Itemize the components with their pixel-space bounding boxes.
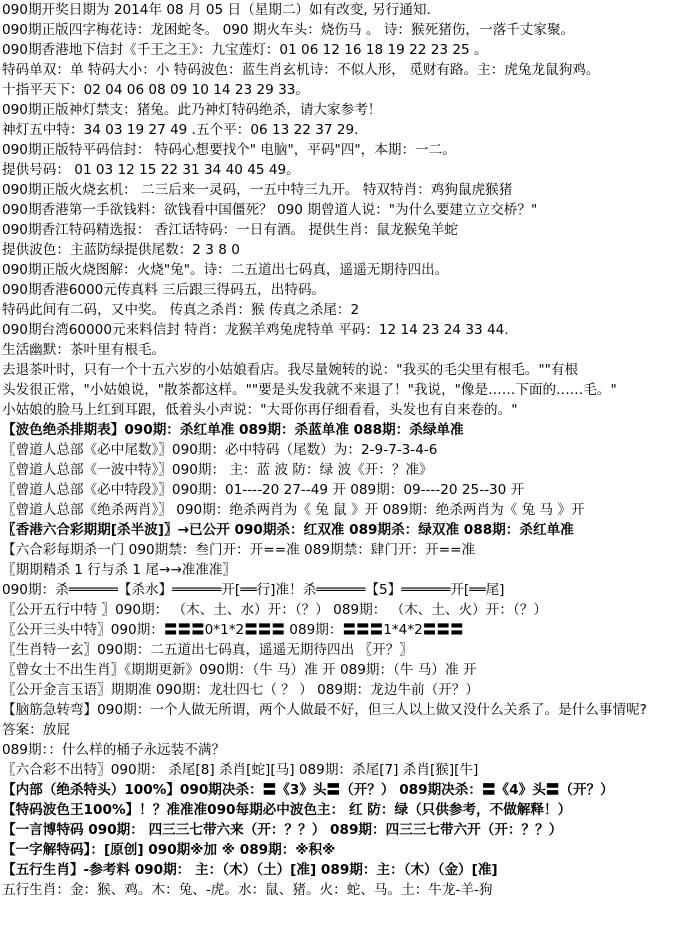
kill-row-tail-line: 090期：杀══════【杀水】══════开[══行]准！杀══════【5】══════开[══尾]: [2, 582, 505, 598]
taiwan-envelope-line: 090期台湾60000元来料信封 特肖：龙猴羊鸡兔虎特单 平码：12 14 23 24 33 44.: [2, 322, 509, 338]
zeng-one-wave-line: 〖曾道人总部《一波中特》〗090期： 主：蓝 波 防：绿 波《开：？准》: [2, 462, 433, 478]
riddle-answer-line: 答案：放屁: [2, 722, 70, 738]
wave-color-tail-line: 提供波色：主蓝防绿提供尾数：2 3 8 0: [2, 242, 240, 258]
hk-underground-envelope-line: 090期香港地下信封《千王之王》：九宝莲灯：01 06 12 16 18 19 22 23 25 。: [2, 42, 488, 58]
zeng-tail-numbers-line: 〖曾道人总部《必中尾数》〗090期：必中特码（尾数）为：2-9-7-3-4-6: [2, 442, 438, 458]
kill-one-door-line: 【六合彩每期杀一门 090期禁：叁门开：开==准 089期禁：肆门开：开==准: [2, 542, 476, 558]
zodiac-mystery-line: 〖生肖特一玄〗090期：二五道出七码真，遥遥无期待四出 〖开？〗: [2, 642, 413, 658]
five-elements-zodiac-line: 【五行生肖】-参考料 090期： 主：（木）（土）[准] 089期：主：（木）（金）[准]: [2, 862, 498, 878]
xiangjiang-selection-line: 090期香江特码精选报： 香江话特码：一日有酒。 提供生肖：鼠龙猴兔羊蛇: [2, 222, 458, 238]
zeng-segment-line: 〖曾道人总部《必中特段》〗090期：01----20 27--49 开 089期：09----20 25--30 开: [2, 482, 525, 498]
one-character-line: 【一字解特码】：[原创] 090期※加 ※ 089期：※积※: [2, 842, 336, 858]
provided-numbers-line: 提供号码： 01 03 12 15 22 31 34 40 45 49。: [2, 162, 300, 178]
golden-words-line: 〖公开金言玉语〗期期准 090期：龙壮四七（ ？ ） 089期：龙边牛前（开？）: [2, 682, 479, 698]
ten-fingers-numbers-line: 十指平天下：02 04 06 08 09 10 14 23 29 33。: [2, 82, 310, 98]
magic-lamp-ban-line: 090期正版神灯禁支：猪兔。此乃神灯特码绝杀，请大家参考！: [2, 102, 382, 118]
wave-color-king-line: 【特码波色王100%】！？准准准090每期必中波色主： 红 防：绿（只供参考，不做解释！）: [2, 802, 572, 818]
hk-first-hand-line: 090期香港第一手欲钱料：欲钱看中国僵死？ 090 期曾道人说："为什么要建立立交桥？": [2, 202, 538, 218]
riddle-line: 【脑筋急转弯】090期：一个人做无所谓，两个人做最不好，但三人以上做又没什么关系了。是什么事情呢?: [2, 702, 647, 718]
humor-paragraph-1: 去退茶叶时，只有一个十五六岁的小姑娘看店。我尽量婉转的说："我买的毛尖里有根毛。""有根: [2, 362, 579, 378]
hk-fax-line: 090期香港6000元传真料 三后跟三得码五，出特码。: [2, 282, 326, 298]
five-elements-mapping-line: 五行生肖：金：猴、鸡。木：兔、-虎。水：鼠、猪。火：蛇、马。土：牛龙-羊-狗: [2, 882, 493, 898]
magic-lamp-five-line: 神灯五中特：34 03 19 27 49 .五个平：06 13 22 37 29.: [2, 122, 359, 138]
zeng-kill-two-line: 〖曾道人总部《绝杀两肖》〗 090期：绝杀两肖为《 兔 鼠 》开 089期：绝杀两肖为《 兔 马 》开: [2, 502, 585, 518]
ms-zeng-zodiac-line: 〖曾女士不出生肖〗《期期更新》090期：（牛 马）准 开 089期：（牛 马）准 开: [2, 662, 477, 678]
wave-kill-schedule-line: 【波色绝杀排期表】090期：杀红单准 089期：杀蓝单准 088期：杀绿单准: [2, 422, 464, 438]
draw-date-notice: 090期开奖日期为 2014年 08 月 05 日（星期二）如有改变, 另行通知.: [2, 2, 431, 18]
hk-half-wave-line: 〖香港六合彩期期[杀半波]〗→已公开 090期杀：红双准 089期杀：绿双准 088期：杀红单准: [2, 522, 574, 538]
five-elements-line: 〖公开五行中特 〗090期： （木、土、水）开：（？） 089期： （木、土、火）开：（？）: [2, 602, 547, 618]
kill-row-tail-title: 〖期期精杀 1 行与杀 1 尾→→准准准〗: [2, 562, 237, 578]
plum-poem-line: 090期正版四字梅花诗：龙困蛇冬。 090 期火车头：烧伤马 。 诗：猴死猪伤，一落千丈家聚。: [2, 22, 575, 38]
humor-paragraph-2: 头发很正常，"小姑娘说，"散茶都这样。""要是头发我就不来退了！"我说，"像是……下面的……毛。": [2, 382, 617, 398]
humor-title: 生活幽默：茶叶里有根毛。: [2, 342, 166, 358]
no-special-line: 〖六合彩不出特〗090期： 杀尾[8] 杀肖[蛇][马] 089期：杀尾[7] 杀肖[猴][牛]: [2, 762, 479, 778]
three-heads-line: 〖公开三头中特〗090期：〓〓〓0*1*2〓〓〓 089期：〓〓〓1*4*2〓〓〓: [2, 622, 464, 638]
fire-diagram-line: 090期正版火烧图解：火烧"兔"。诗：二五道出七码真，遥遥无期待四出。: [2, 262, 449, 278]
special-code-attributes-line: 特码单双：单 特码大小：小 特码波色：蓝生肖玄机诗：不似人形， 觅财有路。主：虎兔龙鼠狗鸡。: [2, 62, 600, 78]
fax-kill-line: 特码此间有二码，又中奖。 传真之杀肖：猴 传真之杀尾：2: [2, 302, 360, 318]
internal-kill-head-line: 【内部（绝杀特头）100%】090期决杀：〓《3》头〓（开？） 089期决杀：〓《4》头〓（开？）: [2, 782, 614, 798]
bucket-question-line: 089期：：什么样的桶子永远装不满？: [2, 742, 226, 758]
one-word-special-line: 【一言博特码 090期： 四三三七带六来（开：？？） 089期：四三三七带六开（开：？？）: [2, 822, 563, 838]
special-flat-envelope-line: 090期正版特平码信封： 特码心想要找个" 电脑"，平码"四"，本期：一二。: [2, 142, 456, 158]
fire-mystery-line: 090期正版火烧玄机： 二三后来一灵码，一五中特三九开。 特双特肖：鸡狗鼠虎猴猪: [2, 182, 513, 198]
humor-paragraph-3: 小姑娘的脸马上红到耳跟，低着头小声说："大哥你再仔细看看，头发也有自来卷的。": [2, 402, 518, 418]
